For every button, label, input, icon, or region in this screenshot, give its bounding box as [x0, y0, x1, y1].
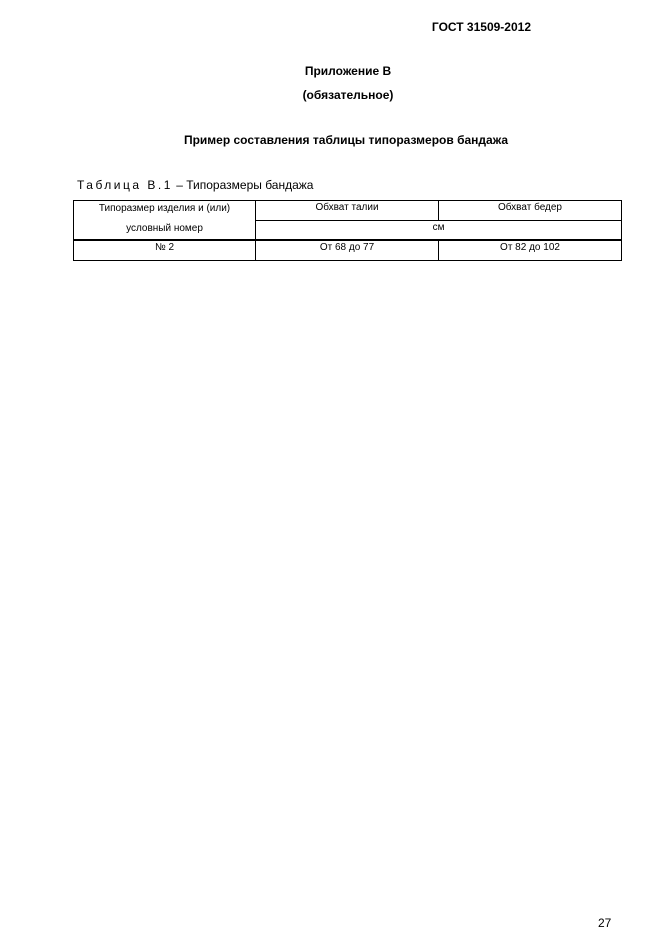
header-size-line2: условный номер: [126, 223, 203, 234]
table-caption-dash: –: [172, 178, 187, 192]
section-title: Пример составления таблицы типоразмеров бандажа: [183, 133, 509, 147]
header-hips: Обхват бедер: [439, 201, 622, 221]
cell-size: № 2: [74, 240, 256, 261]
table-caption-text: Типоразмеры бандажа: [186, 178, 314, 192]
table-row: [74, 240, 622, 261]
table-header-row: [74, 201, 622, 221]
header-unit: см: [256, 221, 622, 241]
appendix-title: Приложение В: [304, 64, 392, 78]
header-size-cell: [74, 201, 256, 241]
header-waist: Обхват талии: [256, 201, 439, 221]
document-code: ГОСТ 31509-2012: [431, 20, 531, 34]
cell-hips: От 82 до 102: [439, 240, 622, 261]
cell-waist: От 68 до 77: [256, 240, 439, 261]
header-size-line1: Типоразмер изделия и (или): [98, 203, 231, 214]
table-caption-prefix: Таблица В.1: [77, 178, 173, 192]
page-number: 27: [598, 916, 612, 930]
size-table: [73, 200, 622, 261]
appendix-status: (обязательное): [302, 88, 394, 102]
table-caption: [77, 178, 313, 192]
